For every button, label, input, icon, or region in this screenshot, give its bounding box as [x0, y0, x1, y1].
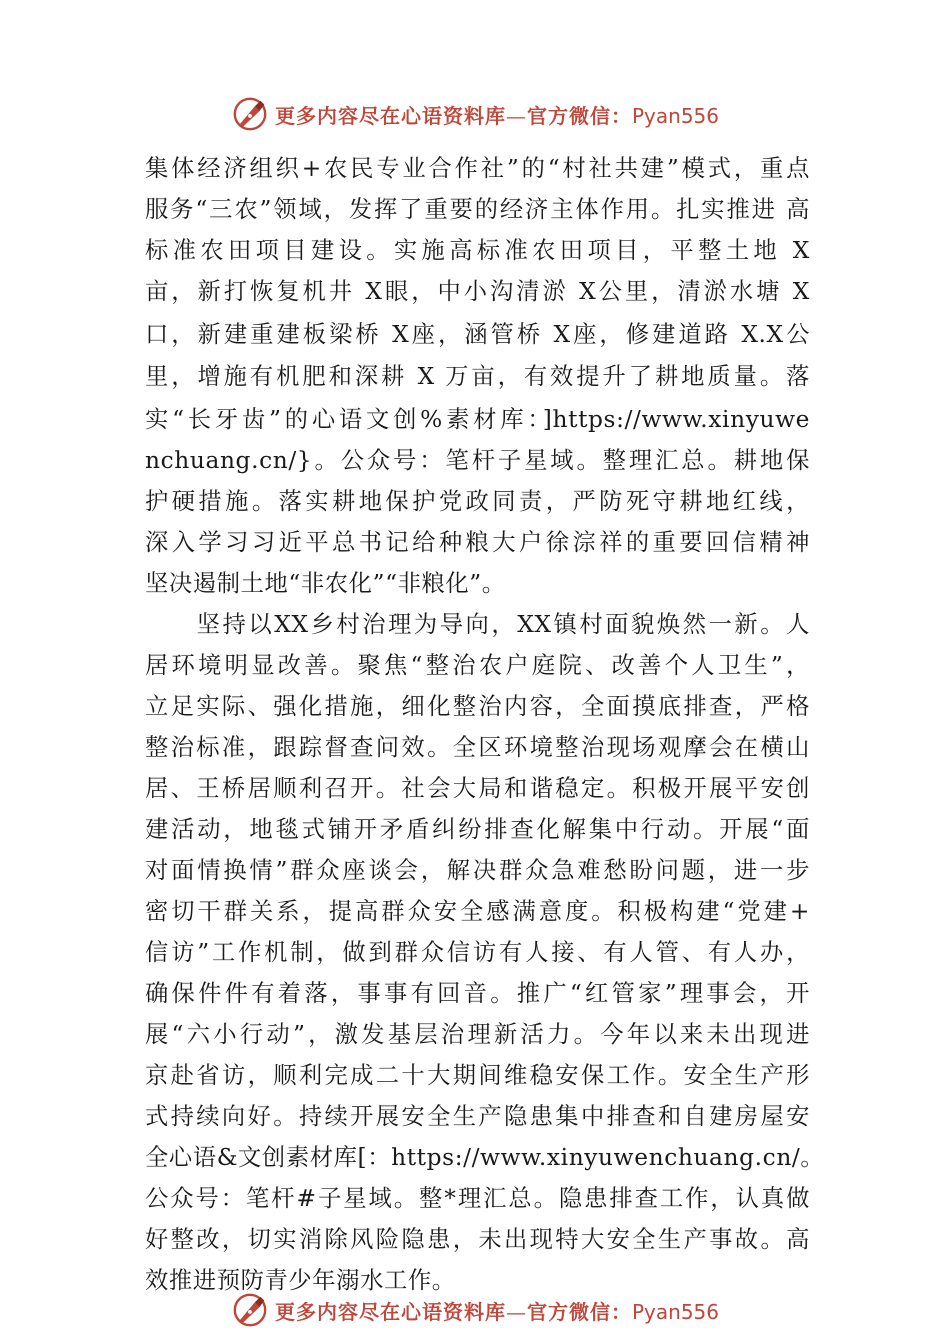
- text-line: 展“六小行动”，激发基层治理新活力。今年以来未出现进: [145, 1020, 810, 1048]
- text-line: 对面情换情”群众座谈会，解决群众急难愁盼问题，进一步: [145, 856, 810, 884]
- text-line: 效推进预防青少年溺水工作。: [145, 1266, 456, 1294]
- text-line: 里，增施有机肥和深耕 X 万亩，有效提升了耕地质量。落: [145, 363, 810, 390]
- text-line: 护硬措施。落实耕地保护党政同责，严防死守耕地红线，: [145, 487, 810, 515]
- text-line: nchuang.cn/}。公众号：笔杆子星域。整理汇总。耕地保: [145, 446, 810, 474]
- footer-main-text: 更多内容尽在心语资料库: [274, 1299, 506, 1324]
- footer-wechat-label: 官方微信：: [526, 1299, 632, 1324]
- text-line: 整治标准，跟踪督查问效。全区环境整治现场观摩会在横山: [145, 733, 810, 761]
- text-line: 全心语&文创素材库[：https://www.xinyuwenchuang.cn/。: [145, 1143, 825, 1171]
- header-watermark: [0, 94, 950, 134]
- text-line: 口，新建重建板梁桥 X座，涵管桥 X座，修建道路 X.X公: [145, 320, 810, 348]
- footer-wechat-id: Pyan556: [631, 1299, 719, 1324]
- pen-nib-logo-icon: [231, 1291, 269, 1329]
- text-line: 立足实际、强化措施，细化整治内容，全面摸底排查，严格: [145, 692, 810, 720]
- text-line: 建活动，地毯式铺开矛盾纠纷排查化解集中行动。开展“面: [145, 815, 810, 843]
- footer-separator: —: [505, 1299, 527, 1324]
- header-separator: —: [505, 103, 527, 128]
- text-line: 坚持以XX乡村治理为导向，XX镇村面貌焕然一新。人: [145, 610, 810, 638]
- text-line: 确保件件有着落，事事有回音。推广“红管家”理事会，开: [145, 979, 810, 1007]
- paragraph-1: [145, 148, 810, 604]
- text-line: 式持续向好。持续开展安全生产隐患集中排查和自建房屋安: [145, 1102, 810, 1130]
- text-line: 坚决遏制土地“非农化”“非粮化”。: [145, 569, 506, 597]
- text-line: 好整改，切实消除风险隐患，未出现特大安全生产事故。高: [145, 1225, 810, 1253]
- text-line: 信访”工作机制，做到群众信访有人接、有人管、有人办，: [145, 938, 810, 966]
- text-line: 密切干群关系，提高群众安全感满意度。积极构建“党建+: [145, 897, 810, 925]
- text-line: 京赴省访，顺利完成二十大期间维稳安保工作。安全生产形: [145, 1061, 810, 1089]
- header-wechat-label: 官方微信：: [526, 103, 632, 128]
- header-wechat-id: Pyan556: [631, 103, 719, 128]
- text-line: 亩，新打恢复机井 X眼，中小沟清淤 X公里，清淤水塘 X: [145, 278, 810, 305]
- footer-watermark: [0, 1290, 950, 1330]
- text-line: 服务“三农”领域，发挥了重要的经济主体作用。扎实推进 高: [145, 196, 810, 223]
- text-line: 集体经济组织+农民专业合作社”的“村社共建”模式，重点: [145, 155, 810, 182]
- header-main-text: 更多内容尽在心语资料库: [274, 103, 506, 128]
- text-line: 深入学习习近平总书记给种粮大户徐淙祥的重要回信精神: [145, 528, 810, 556]
- document-body: [145, 148, 825, 1301]
- text-line: 标准农田项目建设。实施高标准农田项目，平整土地 X: [145, 237, 810, 264]
- text-line: 实“长牙齿”的心语文创%素材库：]https://www.xinyuwe: [145, 405, 810, 433]
- pen-nib-logo-icon: [231, 95, 269, 133]
- paragraph-2: [145, 604, 825, 1301]
- text-line: 居、王桥居顺利召开。社会大局和谐稳定。积极开展平安创: [145, 774, 810, 802]
- text-line: 居环境明显改善。聚焦“整治农户庭院、改善个人卫生”，: [145, 651, 810, 679]
- text-line: 公众号：笔杆#子星域。整*理汇总。隐患排查工作，认真做: [145, 1184, 810, 1212]
